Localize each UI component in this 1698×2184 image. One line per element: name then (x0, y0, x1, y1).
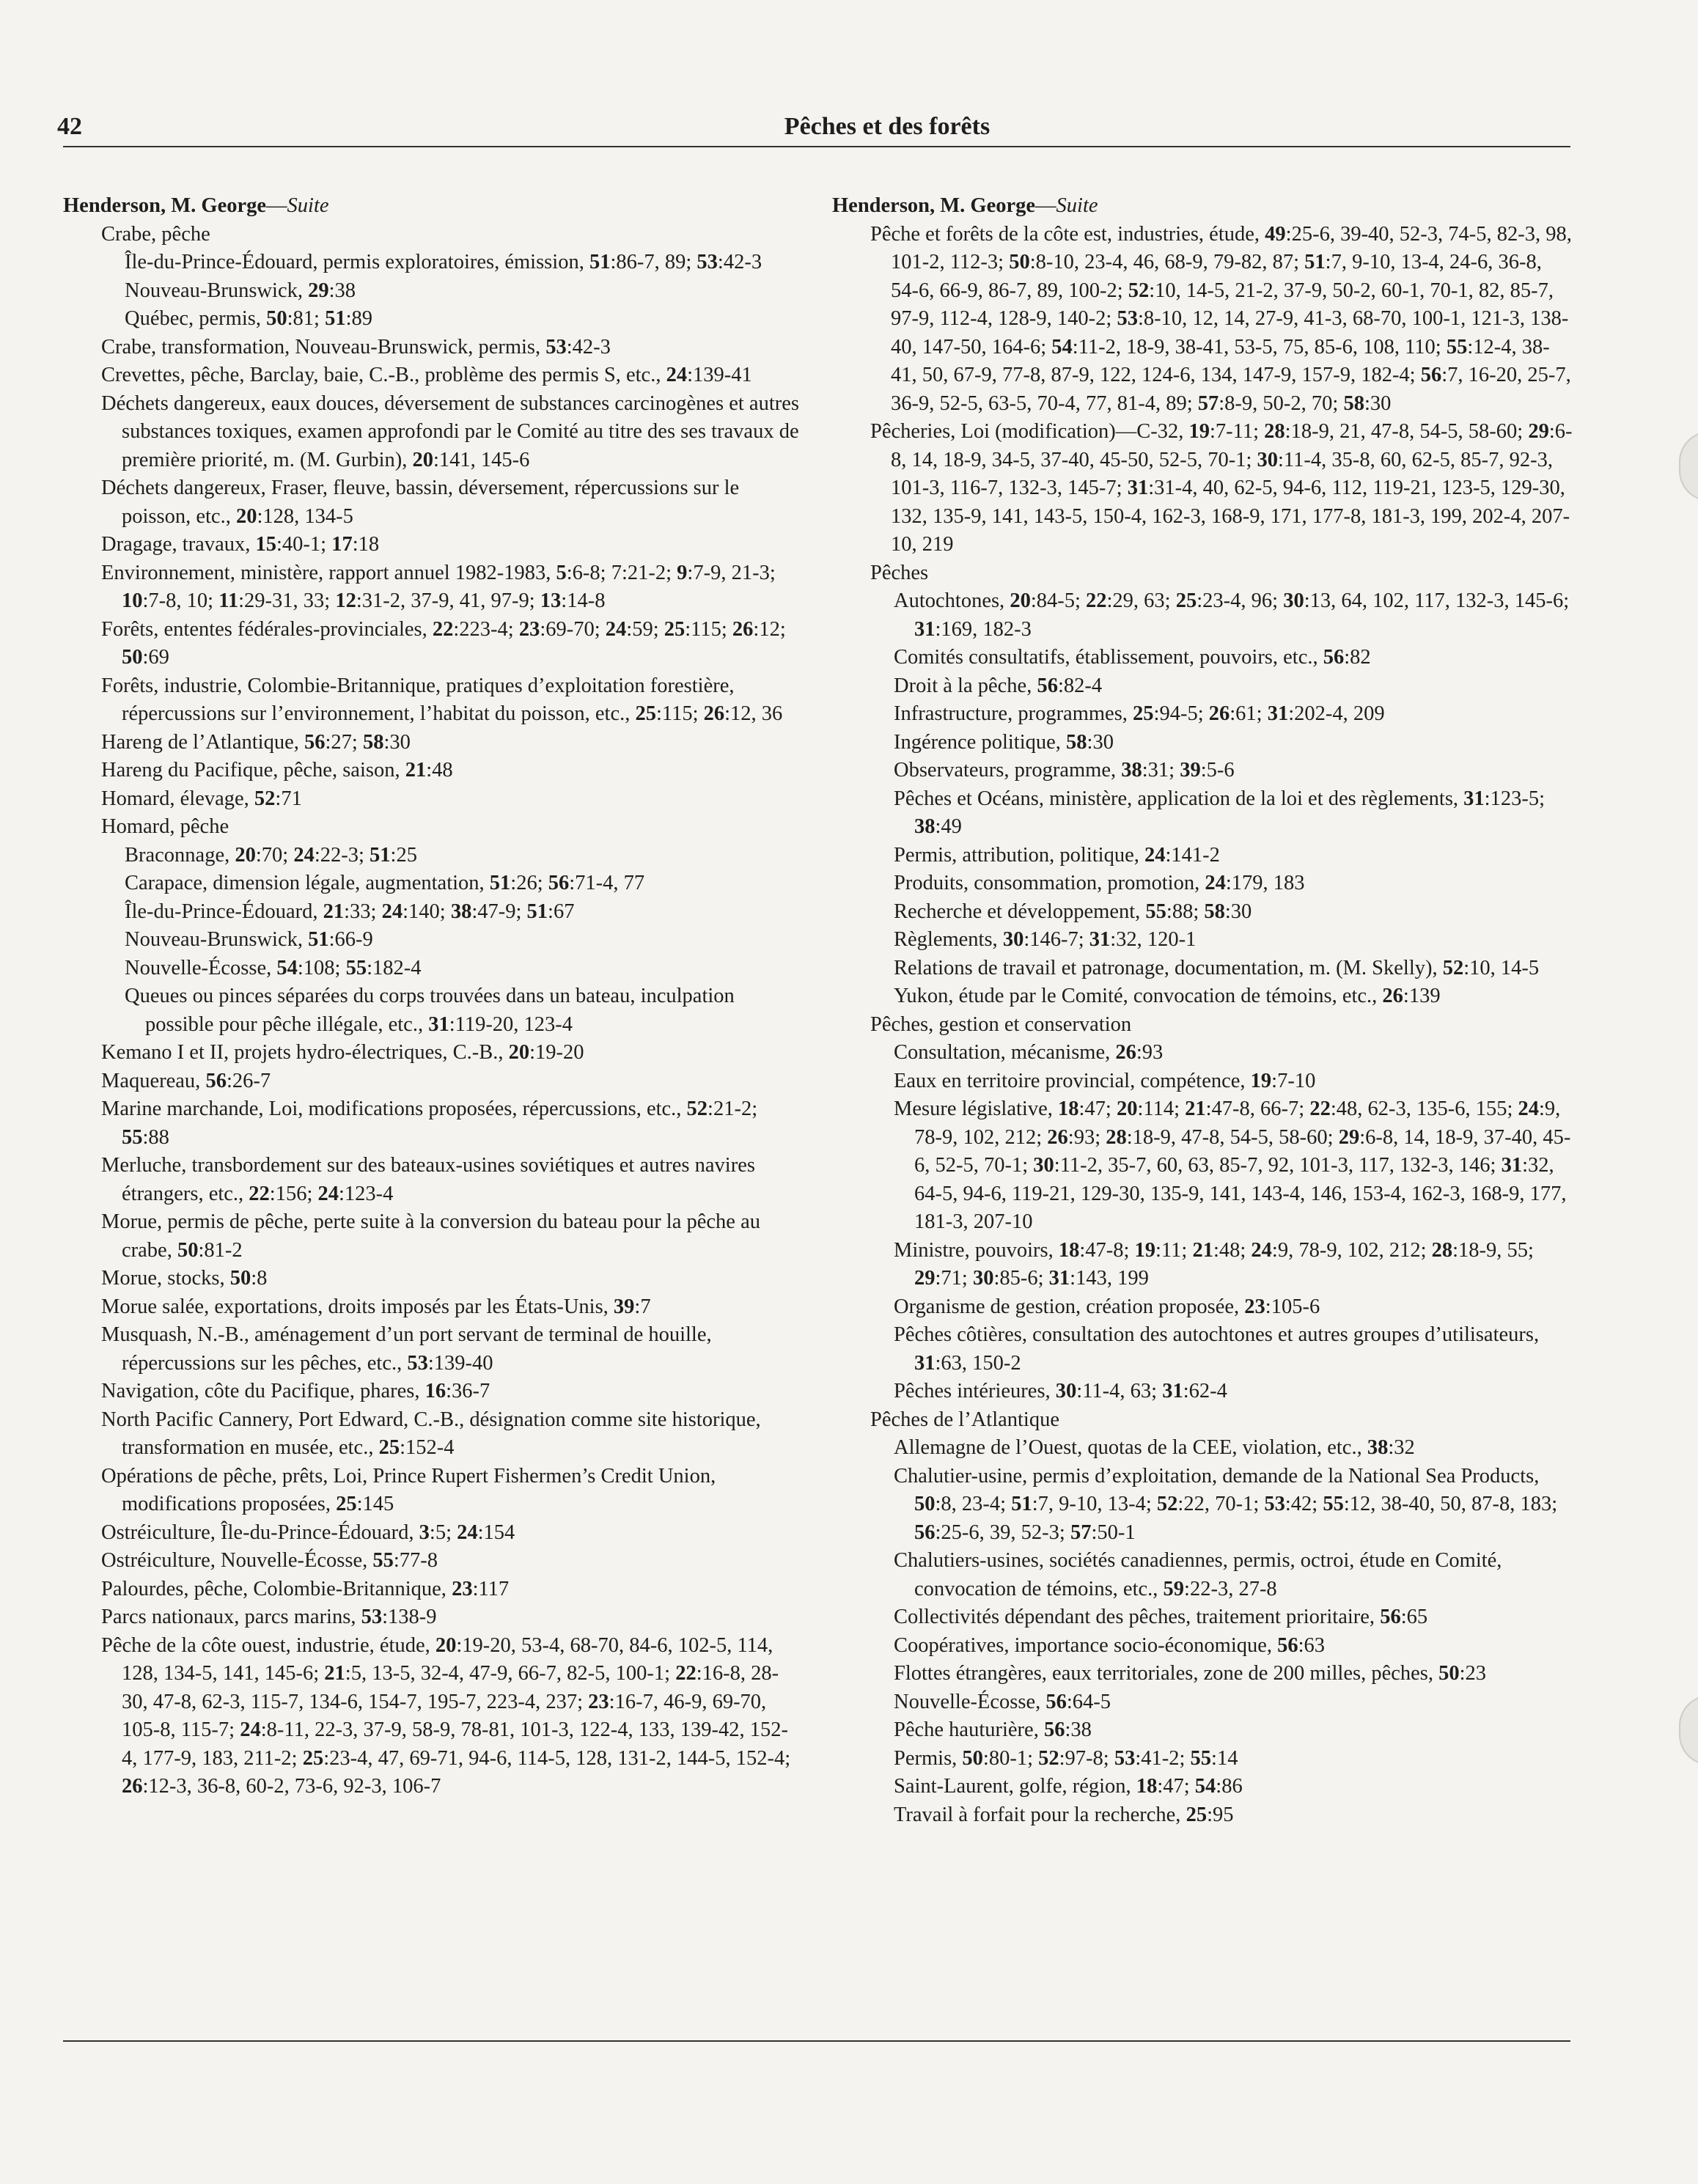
index-entry: Eaux en territoire provincial, compétence, 19:7-10 (894, 1069, 1316, 1092)
index-entry: Comités consultatifs, établissement, pouvoirs, etc., 56:82 (894, 646, 1371, 669)
index-entry: Opérations de pêche, prêts, Loi, Prince Rupert Fishermen’s Credit Union, modifications proposées, 25:145 (101, 1464, 716, 1515)
index-entry: Ostréiculture, Nouvelle-Écosse, 55:77-8 (101, 1549, 438, 1572)
index-entry: Pêche et forêts de la côte est, industries, étude, 49:25-6, 39-40, 52-3, 74-5, 82-3, 98, 101-2, 112-3; 50:8-10, 23-4, 46, 68-9, 79-82, 87; 51:7, 9-10, 13-4, 24-6, 36-8, 54-6, 66-9, 86-7, 89, 100-2; 52:10, 14-5, 21-2, 37-9, 50-2, 60-1, 70-1, 82, 85-7, 97-9, 112-4, 128-9, 140-2; 53:8-10, 12, 14, 27-9, 41-3, 68-70, 100-1, 121-3, 138-40, 147-50, 164-6; 54:11-2, 18-9, 38-41, 53-5, 75, 85-6, 108, 110; 55:12-4, 38-41, 50, 67-9, 77-8, 87-9, 122, 124-6, 134, 147-9, 157-9, 182-4; 56:7, 16-20, 25-7, 36-9, 52-5, 63-5, 70-4, 77, 81-4, 89; 57:8-9, 50-2, 70; 58:30 (870, 222, 1572, 415)
index-entry: Crabe, pêche (101, 222, 210, 246)
index-entry: Pêches (870, 561, 929, 584)
index-entry: Autochtones, 20:84-5; 22:29, 63; 25:23-4, 96; 30:13, 64, 102, 117, 132-3, 145-6; 31:169, 182-3 (894, 589, 1570, 641)
index-entry: Observateurs, programme, 38:31; 39:5-6 (894, 759, 1235, 782)
index-column-right (832, 192, 1573, 1829)
index-entry: Pêcheries, Loi (modification)—C-32, 19:7-11; 28:18-9, 21, 47-8, 54-5, 58-60; 29:6-8, 14, 18-9, 34-5, 37-40, 45-50, 52-5, 70-1; 30:11-4, 35-8, 60, 62-5, 85-7, 92-3, 101-3, 116-7, 132-3, 145-7; 31:31-4, 40, 62-5, 94-6, 112, 119-21, 123-5, 129-30, 132, 135-9, 141, 143-5, 150-4, 162-3, 168-9, 171, 177-8, 181-3, 199, 202-4, 207-10, 219 (870, 420, 1573, 556)
index-entry: Produits, consommation, promotion, 24:179, 183 (894, 872, 1305, 894)
footer-rule (63, 2040, 1570, 2042)
index-entry: Collectivités dépendant des pêches, traitement prioritaire, 56:65 (894, 1606, 1428, 1628)
index-entry: Pêches et Océans, ministère, application de la loi et des règlements, 31:123-5; 38:49 (894, 787, 1545, 838)
index-entry: Pêche hauturière, 56:38 (894, 1718, 1092, 1741)
index-entry: Forêts, industrie, Colombie-Britannique, pratiques d’exploitation forestière, répercussions sur l’environnement, l’habitat du poisson, etc., 25:115; 26:12, 36 (101, 674, 783, 725)
index-heading: Henderson, M. George—Suite (63, 194, 329, 217)
index-entry: Nouveau-Brunswick, 51:66-9 (125, 928, 373, 951)
index-entry: Relations de travail et patronage, documentation, m. (M. Skelly), 52:10, 14-5 (894, 956, 1540, 979)
index-entry: North Pacific Cannery, Port Edward, C.-B., désignation comme site historique, transformation en musée, etc., 25:152-4 (101, 1408, 761, 1459)
index-entry: Queues ou pinces séparées du corps trouvées dans un bateau, inculpation possible pour pêche illégale, etc., 31:119-20, 123-4 (125, 985, 735, 1036)
index-entry: Coopératives, importance socio-économique, 56:63 (894, 1633, 1326, 1657)
index-entry: Permis, 50:80-1; 52:97-8; 53:41-2; 55:14 (894, 1746, 1238, 1770)
index-entry: Pêches, gestion et conservation (870, 1012, 1132, 1036)
index-entry: Travail à forfait pour la recherche, 25:95 (894, 1803, 1234, 1826)
index-entry: Morue salée, exportations, droits imposés par les États-Unis, 39:7 (101, 1295, 651, 1318)
index-entry: Déchets dangereux, eaux douces, déversement de substances carcinogènes et autres substances toxiques, examen approfondi par le Comité au titre des ses travaux de première priorité, m. (M. Gurbin), 20:141, 145-6 (101, 391, 799, 471)
index-entry: Organisme de gestion, création proposée, 23:105-6 (894, 1295, 1320, 1318)
index-entry: Nouvelle-Écosse, 56:64-5 (894, 1690, 1111, 1713)
index-entry: Carapace, dimension légale, augmentation, 51:26; 56:71-4, 77 (125, 872, 645, 894)
index-entry: Chalutier-usine, permis d’exploitation, demande de la National Sea Products, 50:8, 23-4; 51:7, 9-10, 13-4; 52:22, 70-1; 53:42; 55:12, 38-40, 50, 87-8, 183; 56:25-6, 39, 52-3; 57:50-1 (894, 1464, 1558, 1544)
index-entry: Homard, pêche (101, 815, 229, 838)
index-entry: Chalutiers-usines, sociétés canadiennes, permis, octroi, étude en Comité, convocation de témoins, etc., 59:22-3, 27-8 (894, 1549, 1502, 1600)
index-entry: Infrastructure, programmes, 25:94-5; 26:61; 31:202-4, 209 (894, 702, 1385, 725)
index-entry: Ostréiculture, Île-du-Prince-Édouard, 3:5; 24:154 (101, 1521, 515, 1544)
index-entry: Île-du-Prince-Édouard, 21:33; 24:140; 38:47-9; 51:67 (125, 900, 575, 923)
index-entry: Île-du-Prince-Édouard, permis exploratoires, émission, 51:86-7, 89; 53:42-3 (125, 251, 762, 273)
index-heading: Henderson, M. George—Suite (832, 194, 1098, 217)
index-entry: Parcs nationaux, parcs marins, 53:138-9 (101, 1606, 437, 1628)
index-entry: Droit à la pêche, 56:82-4 (894, 674, 1103, 697)
index-entry: Braconnage, 20:70; 24:22-3; 51:25 (125, 843, 417, 867)
binder-tab-top (1679, 431, 1698, 501)
page-number: 42 (57, 113, 82, 140)
index-entry: Ingérence politique, 58:30 (894, 730, 1114, 754)
index-entry: Navigation, côte du Pacifique, phares, 16:36-7 (101, 1380, 490, 1402)
index-entry: Règlements, 30:146-7; 31:32, 120-1 (894, 928, 1197, 951)
index-entry: Hareng du Pacifique, pêche, saison, 21:48 (101, 759, 453, 782)
index-entry: Permis, attribution, politique, 24:141-2 (894, 843, 1220, 867)
index-column-left (63, 192, 804, 1801)
index-entry: Nouveau-Brunswick, 29:38 (125, 279, 356, 302)
index-entry: Déchets dangereux, Fraser, fleuve, bassin, déversement, répercussions sur le poisson, etc., 20:128, 134-5 (101, 477, 740, 528)
index-entry: Yukon, étude par le Comité, convocation de témoins, etc., 26:139 (894, 985, 1441, 1007)
index-entry: Maquereau, 56:26-7 (101, 1069, 271, 1092)
index-entry: Merluche, transbordement sur des bateaux-usines soviétiques et autres navires étrangers, etc., 22:156; 24:123-4 (101, 1154, 755, 1205)
index-entry: Mesure législative, 18:47; 20:114; 21:47-8, 66-7; 22:48, 62-3, 135-6, 155; 24:9, 78-9, 102, 212; 26:93; 28:18-9, 47-8, 54-5, 58-60; 29:6-8, 14, 18-9, 37-40, 45-6, 52-5, 70-1; 30:11-2, 35-7, 60, 63, 85-7, 92, 101-3, 117, 132-3, 146; 31:32, 64-5, 94-6, 119-21, 129-30, 135-9, 141, 143-4, 146, 153-4, 162-3, 168-9, 177, 181-3, 207-10 (894, 1097, 1571, 1233)
index-entry: Pêches intérieures, 30:11-4, 63; 31:62-4 (894, 1380, 1227, 1402)
index-entry: Forêts, ententes fédérales-provinciales, 22:223-4; 23:69-70; 24:59; 25:115; 26:12; 50:69 (101, 617, 786, 669)
index-entry: Palourdes, pêche, Colombie-Britannique, 23:117 (101, 1577, 510, 1600)
index-entry: Saint-Laurent, golfe, région, 18:47; 54:86 (894, 1775, 1243, 1798)
binder-tab-bottom (1679, 1695, 1698, 1765)
index-entry: Hareng de l’Atlantique, 56:27; 58:30 (101, 730, 411, 754)
index-entry: Homard, élevage, 52:71 (101, 787, 302, 810)
index-entry: Marine marchande, Loi, modifications proposées, répercussions, etc., 52:21-2; 55:88 (101, 1097, 758, 1149)
index-entry: Allemagne de l’Ouest, quotas de la CEE, violation, etc., 38:32 (894, 1436, 1415, 1459)
index-entry: Pêches côtières, consultation des autochtones et autres groupes d’utilisateurs, 31:63, 150-2 (894, 1323, 1540, 1375)
index-entry: Pêches de l’Atlantique (870, 1408, 1060, 1431)
index-entry: Morue, permis de pêche, perte suite à la conversion du bateau pour la pêche au crabe, 50:81-2 (101, 1210, 760, 1262)
index-entry: Ministre, pouvoirs, 18:47-8; 19:11; 21:48; 24:9, 78-9, 102, 212; 28:18-9, 55; 29:71; 30:85-6; 31:143, 199 (894, 1238, 1534, 1290)
index-entry: Flottes étrangères, eaux territoriales, zone de 200 milles, pêches, 50:23 (894, 1662, 1487, 1685)
index-entry: Consultation, mécanisme, 26:93 (894, 1041, 1164, 1064)
index-entry: Pêche de la côte ouest, industrie, étude, 20:19-20, 53-4, 68-70, 84-6, 102-5, 114, 128, 134-5, 141, 145-6; 21:5, 13-5, 32-4, 47-9, 66-7, 82-5, 100-1; 22:16-8, 28-30, 47-8, 62-3, 115-7, 134-6, 154-7, 195-7, 223-4, 237; 23:16-7, 46-9, 69-70, 105-8, 115-7; 24:8-11, 22-3, 37-9, 58-9, 78-81, 101-3, 122-4, 133, 139-42, 152-4, 177-9, 183, 211-2; 25:23-4, 47, 69-71, 94-6, 114-5, 128, 131-2, 144-5, 152-4; 26:12-3, 36-8, 60-2, 73-6, 92-3, 106-7 (101, 1633, 791, 1798)
index-entry: Crabe, transformation, Nouveau-Brunswick, permis, 53:42-3 (101, 335, 611, 359)
index-entry: Québec, permis, 50:81; 51:89 (125, 307, 372, 330)
index-entry: Nouvelle-Écosse, 54:108; 55:182-4 (125, 956, 422, 979)
header-rule (63, 146, 1570, 147)
index-entry: Morue, stocks, 50:8 (101, 1267, 268, 1290)
running-title: Pêches et des forêts (784, 113, 991, 140)
index-entry: Crevettes, pêche, Barclay, baie, C.-B., problème des permis S, etc., 24:139-41 (101, 364, 752, 386)
index-entry: Recherche et développement, 55:88; 58:30 (894, 900, 1252, 923)
index-entry: Dragage, travaux, 15:40-1; 17:18 (101, 533, 380, 556)
index-entry: Kemano I et II, projets hydro-électriques, C.-B., 20:19-20 (101, 1041, 584, 1064)
index-entry: Environnement, ministère, rapport annuel 1982-1983, 5:6-8; 7:21-2; 9:7-9, 21-3; 10:7-8, 10; 11:29-31, 33; 12:31-2, 37-9, 41, 97-9; 13:14-8 (101, 561, 776, 612)
index-entry: Musquash, N.-B., aménagement d’un port servant de terminal de houille, répercussions sur les pêches, etc., 53:139-40 (101, 1323, 712, 1375)
